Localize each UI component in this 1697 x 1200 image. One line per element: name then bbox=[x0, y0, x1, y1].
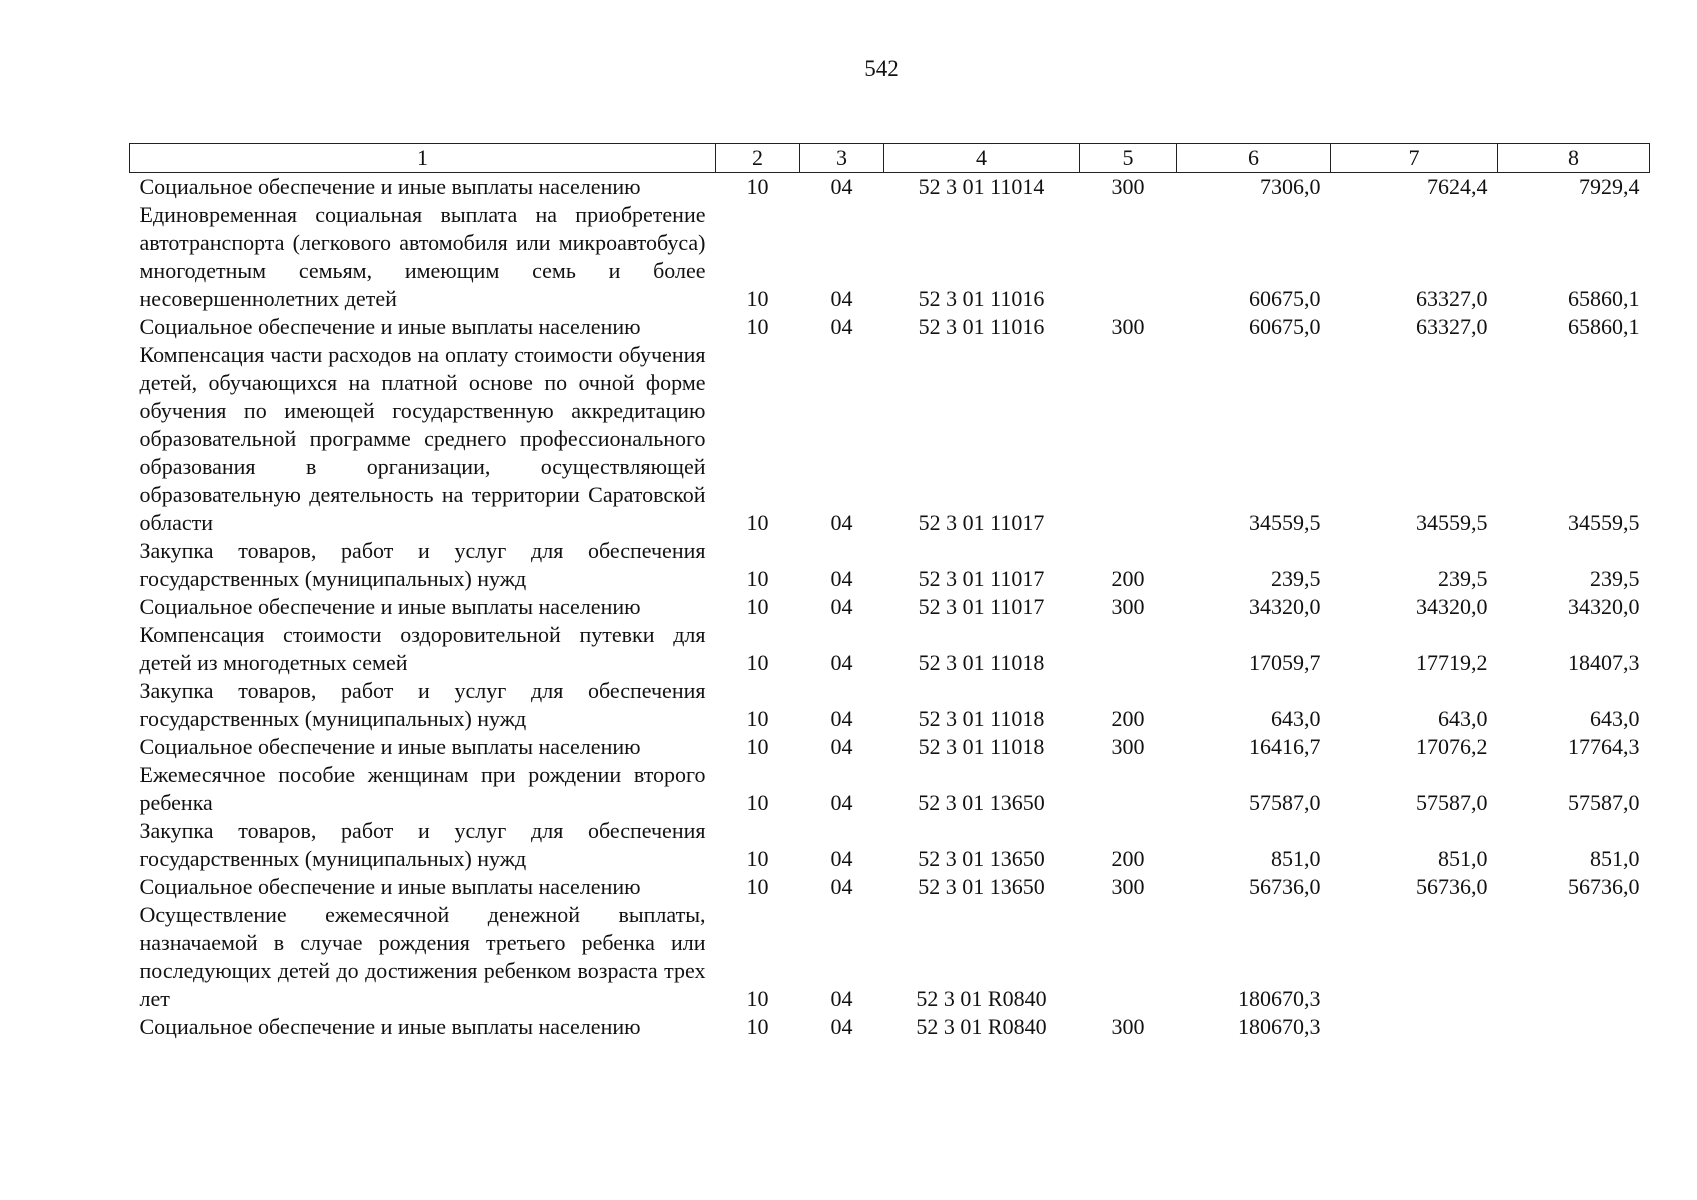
row-name-cell: Социальное обеспечение и иные выплаты населению bbox=[139, 314, 641, 339]
row-target-article-cell: 52 3 01 11018 bbox=[918, 706, 1045, 731]
row-section-cell: 10 bbox=[746, 314, 769, 339]
row-target-article-cell: 52 3 01 11018 bbox=[918, 650, 1045, 675]
row-value-1-cell: 34320,0 bbox=[1249, 594, 1321, 619]
header-col-8: 8 bbox=[1498, 144, 1650, 173]
row-section-cell: 10 bbox=[746, 846, 769, 871]
row-name-cell: Социальное обеспечение и иные выплаты населению bbox=[139, 874, 641, 899]
row-subsection-cell: 04 bbox=[830, 846, 853, 871]
row-subsection-cell: 04 bbox=[830, 314, 853, 339]
row-section-cell: 10 bbox=[746, 650, 769, 675]
row-subsection-cell: 04 bbox=[830, 1014, 853, 1039]
row-subsection-cell: 04 bbox=[830, 734, 853, 759]
row-value-2-cell: 63327,0 bbox=[1416, 286, 1488, 311]
row-value-2-cell: 17076,2 bbox=[1416, 734, 1488, 759]
row-expense-type-cell: 300 bbox=[1111, 314, 1145, 339]
row-expense-type-cell: 300 bbox=[1111, 1014, 1145, 1039]
row-expense-type-cell: 200 bbox=[1111, 566, 1145, 591]
row-value-1-cell: 180670,3 bbox=[1238, 986, 1321, 1011]
table-row bbox=[130, 873, 1650, 901]
row-expense-type-cell: 300 bbox=[1111, 594, 1145, 619]
row-value-3-cell: 34559,5 bbox=[1568, 510, 1640, 535]
row-value-1-cell: 60675,0 bbox=[1249, 286, 1321, 311]
row-value-2-cell: 63327,0 bbox=[1416, 314, 1488, 339]
row-section-cell: 10 bbox=[746, 566, 769, 591]
row-value-3-cell: 7929,4 bbox=[1579, 174, 1640, 199]
header-col-4: 4 bbox=[884, 144, 1080, 173]
row-section-cell: 10 bbox=[746, 174, 769, 199]
row-value-2-cell: 34559,5 bbox=[1416, 510, 1488, 535]
row-value-2-cell: 34320,0 bbox=[1416, 594, 1488, 619]
row-target-article-cell: 52 3 01 R0840 bbox=[916, 986, 1047, 1011]
row-name-cell: Компенсация стоимости оздоровительной путевки для детей из многодетных семей bbox=[139, 622, 706, 675]
header-col-3: 3 bbox=[800, 144, 884, 173]
row-value-2-cell: 643,0 bbox=[1438, 706, 1488, 731]
row-value-1-cell: 57587,0 bbox=[1249, 790, 1321, 815]
row-value-2-cell: 56736,0 bbox=[1416, 874, 1488, 899]
row-value-2-cell: 7624,4 bbox=[1427, 174, 1488, 199]
row-value-2-cell: 239,5 bbox=[1438, 566, 1488, 591]
row-expense-type-cell: 200 bbox=[1111, 706, 1145, 731]
row-value-1-cell: 16416,7 bbox=[1249, 734, 1321, 759]
table-body bbox=[130, 173, 1650, 1042]
row-value-1-cell: 851,0 bbox=[1271, 846, 1321, 871]
row-value-3-cell: 65860,1 bbox=[1568, 314, 1640, 339]
row-target-article-cell: 52 3 01 13650 bbox=[918, 790, 1045, 815]
page-number: 542 bbox=[864, 56, 899, 81]
row-section-cell: 10 bbox=[746, 986, 769, 1011]
budget-table bbox=[129, 143, 1650, 1041]
row-value-2-cell: 57587,0 bbox=[1416, 790, 1488, 815]
row-value-1-cell: 17059,7 bbox=[1249, 650, 1321, 675]
row-subsection-cell: 04 bbox=[830, 706, 853, 731]
header-col-5: 5 bbox=[1080, 144, 1177, 173]
row-subsection-cell: 04 bbox=[830, 566, 853, 591]
row-value-3-cell bbox=[1498, 901, 1650, 1013]
row-value-1-cell: 7306,0 bbox=[1260, 174, 1321, 199]
table-row bbox=[130, 733, 1650, 761]
row-target-article-cell: 52 3 01 13650 bbox=[918, 874, 1045, 899]
row-value-2-cell bbox=[1331, 1013, 1498, 1041]
row-section-cell: 10 bbox=[746, 286, 769, 311]
row-name-cell: Компенсация части расходов на оплату стоимости обучения детей, обучающихся на платной основе по очной форме обучения по имеющей государственную аккредитацию образовательной программе среднего профессионального образования в организации, осуществляющей образовательную деятельность на территории Саратовской области bbox=[139, 342, 706, 535]
row-value-3-cell: 65860,1 bbox=[1568, 286, 1640, 311]
table-header bbox=[130, 144, 1650, 173]
table-row bbox=[130, 677, 1650, 733]
row-target-article-cell: 52 3 01 11017 bbox=[918, 510, 1045, 535]
row-subsection-cell: 04 bbox=[830, 174, 853, 199]
table-row bbox=[130, 173, 1650, 202]
row-expense-type-cell: 300 bbox=[1111, 174, 1145, 199]
row-target-article-cell: 52 3 01 11017 bbox=[918, 594, 1045, 619]
row-value-3-cell: 56736,0 bbox=[1568, 874, 1640, 899]
table-row bbox=[130, 1013, 1650, 1041]
row-target-article-cell: 52 3 01 11016 bbox=[918, 286, 1045, 311]
table-row bbox=[130, 201, 1650, 313]
row-value-3-cell: 17764,3 bbox=[1568, 734, 1640, 759]
row-value-1-cell: 643,0 bbox=[1271, 706, 1321, 731]
row-section-cell: 10 bbox=[746, 1014, 769, 1039]
table-row bbox=[130, 621, 1650, 677]
row-subsection-cell: 04 bbox=[830, 286, 853, 311]
row-subsection-cell: 04 bbox=[830, 874, 853, 899]
row-value-2-cell: 851,0 bbox=[1438, 846, 1488, 871]
row-section-cell: 10 bbox=[746, 790, 769, 815]
row-name-cell: Социальное обеспечение и иные выплаты населению bbox=[139, 734, 641, 759]
row-subsection-cell: 04 bbox=[830, 594, 853, 619]
row-value-1-cell: 34559,5 bbox=[1249, 510, 1321, 535]
row-target-article-cell: 52 3 01 11018 bbox=[918, 734, 1045, 759]
row-name-cell: Осуществление ежемесячной денежной выплаты, назначаемой в случае рождения третьего ребенка или последующих детей до достижения ребенком возраста трех лет bbox=[139, 902, 706, 1011]
header-col-1: 1 bbox=[130, 144, 716, 173]
row-value-3-cell: 239,5 bbox=[1590, 566, 1640, 591]
header-col-2: 2 bbox=[716, 144, 800, 173]
row-subsection-cell: 04 bbox=[830, 650, 853, 675]
row-expense-type-cell: 200 bbox=[1111, 846, 1145, 871]
row-expense-type-cell bbox=[1080, 621, 1177, 677]
row-value-3-cell: 643,0 bbox=[1590, 706, 1640, 731]
row-name-cell: Социальное обеспечение и иные выплаты населению bbox=[139, 1014, 641, 1039]
row-name-cell: Социальное обеспечение и иные выплаты населению bbox=[139, 594, 641, 619]
row-target-article-cell: 52 3 01 11017 bbox=[918, 566, 1045, 591]
row-expense-type-cell: 300 bbox=[1111, 734, 1145, 759]
row-value-1-cell: 56736,0 bbox=[1249, 874, 1321, 899]
table-row bbox=[130, 761, 1650, 817]
row-expense-type-cell bbox=[1080, 901, 1177, 1013]
row-subsection-cell: 04 bbox=[830, 986, 853, 1011]
row-name-cell: Единовременная социальная выплата на приобретение автотранспорта (легкового автомобиля или микроавтобуса) многодетным семьям, имеющим семь и более несовершеннолетних детей bbox=[139, 202, 706, 311]
row-value-1-cell: 180670,3 bbox=[1238, 1014, 1321, 1039]
row-value-2-cell: 17719,2 bbox=[1416, 650, 1488, 675]
table-row bbox=[130, 341, 1650, 537]
row-value-1-cell: 239,5 bbox=[1271, 566, 1321, 591]
row-section-cell: 10 bbox=[746, 874, 769, 899]
table-row bbox=[130, 901, 1650, 1013]
table-row bbox=[130, 313, 1650, 341]
row-target-article-cell: 52 3 01 11016 bbox=[918, 314, 1045, 339]
table-row bbox=[130, 593, 1650, 621]
row-value-3-cell: 57587,0 bbox=[1568, 790, 1640, 815]
header-col-6: 6 bbox=[1177, 144, 1331, 173]
table-row bbox=[130, 537, 1650, 593]
row-name-cell: Закупка товаров, работ и услуг для обеспечения государственных (муниципальных) нужд bbox=[139, 538, 706, 591]
row-name-cell: Ежемесячное пособие женщинам при рождении второго ребенка bbox=[139, 762, 706, 815]
row-value-3-cell: 18407,3 bbox=[1568, 650, 1640, 675]
row-subsection-cell: 04 bbox=[830, 790, 853, 815]
row-name-cell: Закупка товаров, работ и услуг для обеспечения государственных (муниципальных) нужд bbox=[139, 818, 706, 871]
row-value-1-cell: 60675,0 bbox=[1249, 314, 1321, 339]
row-expense-type-cell bbox=[1080, 341, 1177, 537]
row-target-article-cell: 52 3 01 11014 bbox=[918, 174, 1045, 199]
row-section-cell: 10 bbox=[746, 706, 769, 731]
row-value-2-cell bbox=[1331, 901, 1498, 1013]
row-section-cell: 10 bbox=[746, 734, 769, 759]
row-target-article-cell: 52 3 01 R0840 bbox=[916, 1014, 1047, 1039]
row-section-cell: 10 bbox=[746, 510, 769, 535]
row-expense-type-cell bbox=[1080, 761, 1177, 817]
row-value-3-cell: 34320,0 bbox=[1568, 594, 1640, 619]
row-value-3-cell: 851,0 bbox=[1590, 846, 1640, 871]
row-expense-type-cell: 300 bbox=[1111, 874, 1145, 899]
table-row bbox=[130, 817, 1650, 873]
header-col-7: 7 bbox=[1331, 144, 1498, 173]
row-value-3-cell bbox=[1498, 1013, 1650, 1041]
row-section-cell: 10 bbox=[746, 594, 769, 619]
row-target-article-cell: 52 3 01 13650 bbox=[918, 846, 1045, 871]
row-name-cell: Социальное обеспечение и иные выплаты населению bbox=[139, 174, 641, 199]
row-expense-type-cell bbox=[1080, 201, 1177, 313]
row-subsection-cell: 04 bbox=[830, 510, 853, 535]
header-row bbox=[130, 144, 1650, 173]
row-name-cell: Закупка товаров, работ и услуг для обеспечения государственных (муниципальных) нужд bbox=[139, 678, 706, 731]
